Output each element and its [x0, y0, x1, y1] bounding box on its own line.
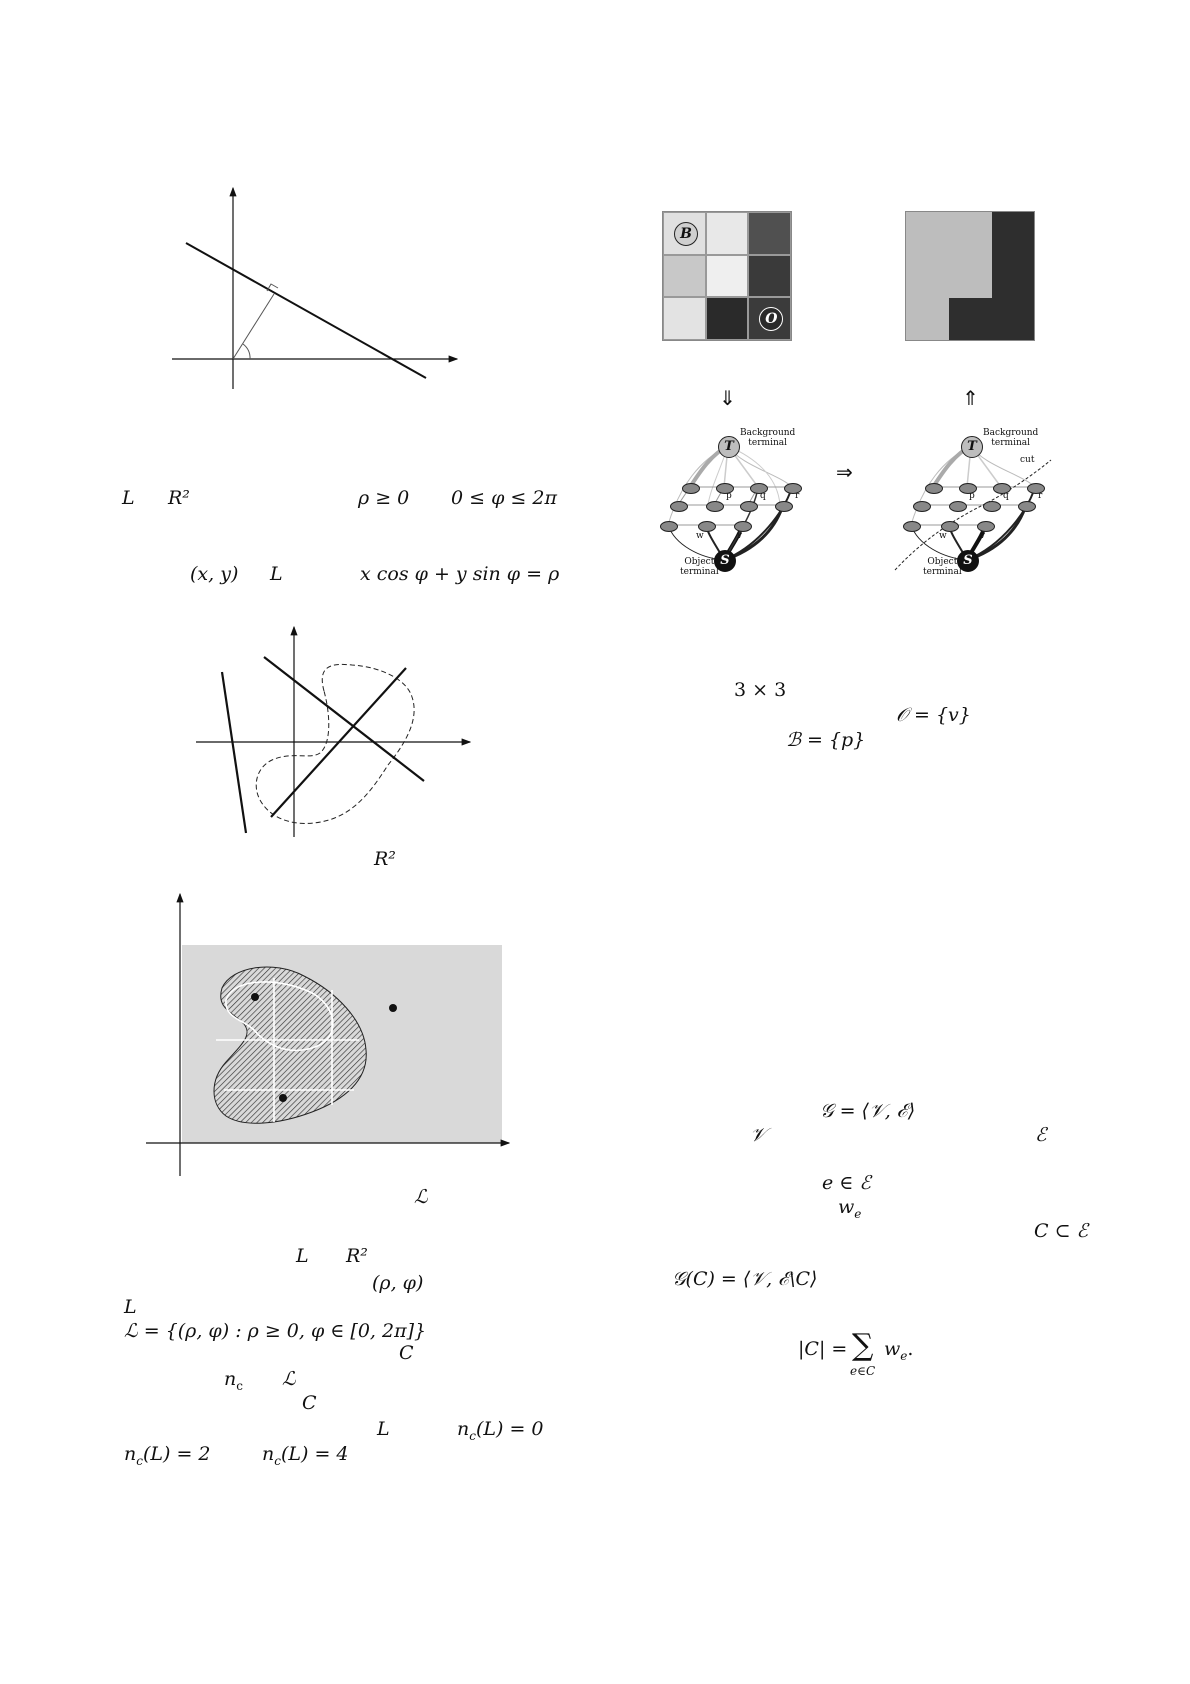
para-C-2: C — [302, 1392, 317, 1414]
eq-xy: (x, y) — [190, 563, 239, 585]
segmentation-result — [905, 211, 1035, 341]
node-e — [775, 501, 793, 512]
node-a — [925, 483, 943, 494]
label-q: q — [760, 491, 766, 501]
text-E: ℰ — [1035, 1124, 1047, 1146]
image-grid-3x3 — [662, 211, 792, 341]
eq-L: L — [122, 487, 135, 509]
para-rho-phi: (ρ, φ) — [372, 1272, 424, 1294]
arrow-down: ⇓ — [719, 386, 736, 410]
graph-after-cut — [903, 430, 1053, 580]
node-c — [706, 501, 724, 512]
caption-object-set: 𝒪 = {v} — [896, 704, 971, 726]
parameter-space-figure — [144, 890, 514, 1180]
para-L: L — [296, 1245, 309, 1267]
pixel-w — [663, 297, 706, 340]
label-w: w — [939, 531, 947, 541]
label-v: v — [980, 531, 986, 541]
graph-before-cut — [660, 430, 810, 580]
caption-grid-size: 3 × 3 — [734, 679, 787, 701]
cut-label: cut — [1020, 455, 1035, 465]
label-q: q — [1003, 491, 1009, 501]
para-Lscr: ℒ — [282, 1368, 296, 1390]
node-c — [949, 501, 967, 512]
normal-segment — [233, 294, 274, 359]
label-r: r — [795, 491, 800, 501]
cost-term: $w_e$. — [884, 1338, 914, 1363]
caption-background-set: ℬ = {p} — [786, 729, 866, 751]
pixel-r — [748, 212, 791, 255]
para-L-2: L — [124, 1296, 137, 1318]
node-a — [682, 483, 700, 494]
label-p: p — [969, 491, 975, 501]
text-edge-membership: e ∈ ℰ — [822, 1172, 871, 1194]
object-terminal-label: Object terminal — [680, 557, 719, 577]
line-L — [186, 243, 426, 378]
node-d — [983, 501, 1001, 512]
pixel-4 — [663, 255, 706, 298]
node-e — [1018, 501, 1036, 512]
background-terminal-label: Background terminal — [983, 428, 1039, 448]
summation-index: e∈C — [850, 1364, 876, 1378]
label-v: v — [737, 531, 743, 541]
node-b — [670, 501, 688, 512]
line-normal-form-figure — [170, 185, 470, 395]
text-weight: $w_e$ — [838, 1196, 862, 1221]
fig3-caption-L: ℒ — [414, 1186, 428, 1208]
point-1 — [251, 993, 259, 1001]
region-outline — [256, 664, 414, 823]
segment-object-bottom — [949, 298, 1035, 341]
para-set-definition: ℒ = {(ρ, φ) : ρ ≥ 0, φ ∈ [0, 2π]} — [124, 1320, 427, 1342]
terminal-T: T — [961, 436, 983, 458]
node-d — [740, 501, 758, 512]
para-R2: R² — [346, 1245, 368, 1267]
para-L-3: L — [377, 1418, 390, 1440]
arrow-up: ⇑ — [962, 386, 979, 410]
object-seed-badge: O — [759, 307, 783, 331]
para-nc-four: $n_c(L) = 4$ — [262, 1443, 349, 1468]
para-nc-two: $n_c(L) = 2$ — [124, 1443, 211, 1468]
background-terminal-label: Background terminal — [740, 428, 796, 448]
angle-arc — [243, 344, 250, 359]
eq-phi-range: 0 ≤ φ ≤ 2π — [451, 487, 557, 509]
eq-L-2: L — [270, 563, 283, 585]
eq-rho-nonneg: ρ ≥ 0 — [358, 487, 410, 509]
eq-R2: R² — [168, 487, 190, 509]
node-b — [913, 501, 931, 512]
text-cut-subset: C ⊂ ℰ — [1034, 1220, 1089, 1242]
text-V: 𝒱 — [750, 1124, 766, 1146]
point-3 — [279, 1094, 287, 1102]
object-terminal-label: Object terminal — [923, 557, 962, 577]
para-nc: $n_c$ — [224, 1368, 243, 1393]
line-1 — [222, 672, 246, 833]
para-C: C — [399, 1342, 414, 1364]
background-seed-badge: B — [674, 222, 698, 246]
pixel-q — [706, 212, 749, 255]
cost-lhs: |C| = — [798, 1338, 848, 1360]
text-graph-after-cut: 𝒢(C) = ⟨𝒱, ℰ\C⟩ — [672, 1268, 818, 1290]
summation-sign: ∑ — [852, 1328, 874, 1363]
terminal-T: T — [718, 436, 740, 458]
terminal-S: S — [957, 550, 979, 572]
point-2 — [389, 1004, 397, 1012]
eq-line-equation: x cos φ + y sin φ = ρ — [360, 563, 560, 585]
arrow-right: ⇒ — [836, 460, 853, 484]
label-r: r — [1038, 491, 1043, 501]
node-f — [660, 521, 678, 532]
pixel-v — [748, 297, 791, 340]
fig2-caption-R2: R² — [374, 848, 396, 870]
pixel-5 — [706, 255, 749, 298]
lines-crossing-region-figure — [192, 625, 472, 840]
label-p: p — [726, 491, 732, 501]
pixel-p — [663, 212, 706, 255]
label-w: w — [696, 531, 704, 541]
para-nc-zero: $n_c(L) = 0$ — [457, 1418, 544, 1443]
pixel-6 — [748, 255, 791, 298]
cut-cost-equation — [798, 1330, 928, 1390]
pixel-8 — [706, 297, 749, 340]
terminal-S: S — [714, 550, 736, 572]
text-graph-definition: 𝒢 = ⟨𝒱, ℰ⟩ — [820, 1100, 916, 1122]
node-f — [903, 521, 921, 532]
